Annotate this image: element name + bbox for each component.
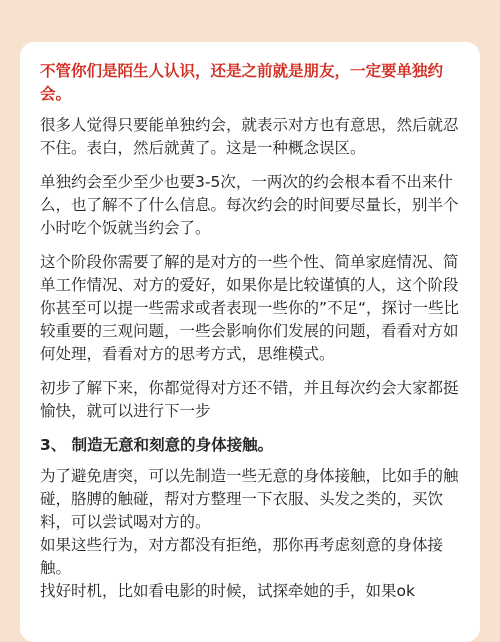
paragraph-2: 单独约会至少至少也要3-5次，一两次的约会根本看不出来什么，也了解不了什么信息。每次约会的时间要尽量长，别半个小时吃个饭就当约会了。 — [40, 173, 459, 237]
section-3-paragraph-1: 为了避免唐突，可以先制造一些无意的身体接触，比如手的触碰，胳膊的触碰，帮对方整理一下衣服、头发之类的，买饮料，可以尝试喝对方的。 — [40, 467, 459, 531]
section-3-paragraph-3: 找好时机，比如看电影的时候，试探牵她的手，如果ok — [40, 582, 415, 600]
paragraph-3: 这个阶段你需要了解的是对方的一些个性、简单家庭情况、简单工作情况、对方的爱好，如果你是比较谨慎的人，这个阶段你甚至可以提一些需求或者表现一些你的”不足“，探讨一些比较重要的三观问题，一些会影响你们发展的问题，看看对方如何处理，看看对方的思考方式，思维模式。 — [40, 253, 460, 363]
paragraph-1: 很多人觉得只要能单独约会，就表示对方也有意思，然后就忍不住。表白，然后就黄了。这是一种概念误区。 — [40, 116, 459, 157]
headline: 不管你们是陌生人认识，还是之前就是朋友，一定要单独约会。 — [40, 62, 444, 103]
article-content — [20, 42, 480, 603]
article-card — [20, 42, 480, 642]
section-3-title: 3、 制造无意和刻意的身体接触。 — [40, 436, 274, 454]
paragraph-4: 初步了解下来，你都觉得对方还不错，并且每次约会大家都挺愉快，就可以进行下一步 — [40, 379, 459, 420]
section-3-paragraph-2: 如果这些行为，对方都没有拒绝，那你再考虑刻意的身体接触。 — [40, 536, 444, 577]
